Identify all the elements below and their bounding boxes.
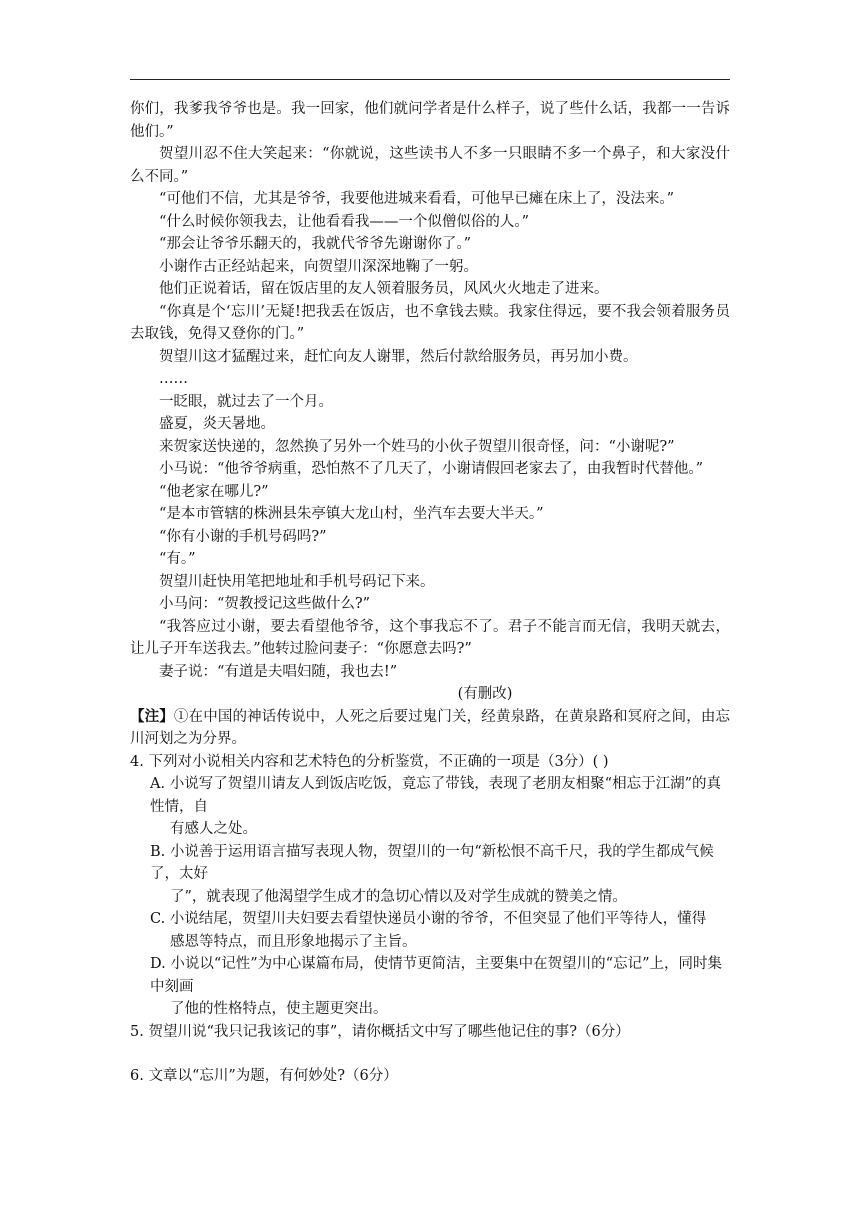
story-paragraph: 来贺家送快递的，忽然换了另外一个姓马的小伙子贺望川很奇怪，问：“小谢呢?” bbox=[159, 438, 675, 455]
q4-option-b: B. 小说善于运用语言描写表现人物，贺望川的一句“新松恨不高千尺，我的学生都成气候了，太好 bbox=[150, 843, 714, 882]
story-paragraph: 贺望川忍不住大笑起来：“你就说，这些读书人不多一只眼睛不多一个鼻子，和大家没什么不同。” bbox=[130, 146, 730, 185]
story-paragraph: 小马说：“他爷爷病重，恐怕熬不了几天了，小谢请假回老家去了，由我暂时代替他。” bbox=[159, 461, 704, 477]
story-paragraph: “是本市管辖的株洲县朱亭镇大龙山村，坐汽车去要大半天。” bbox=[159, 506, 544, 522]
exam-page bbox=[130, 98, 730, 1088]
story-paragraph: “那会让爷爷乐翻天的，我就代爷爷先谢谢你了。” bbox=[159, 236, 472, 252]
story-paragraph: 贺望川这才猛醒过来，赶忙向友人谢罪，然后付款给服务员，再另加小费。 bbox=[159, 348, 638, 365]
story-paragraph: 妻子说：“有道是夫唱妇随，我也去!” bbox=[159, 663, 398, 680]
story-paragraph: “什么时候你领我去，让他看看我——一个似僧似俗的人。” bbox=[159, 213, 530, 230]
question-6: 6. 文章以“忘川”为题，有何妙处?（6分） bbox=[130, 1068, 398, 1084]
story-paragraph: 他们正说着话，留在饭店里的友人领着服务员，风风火火地走了进来。 bbox=[159, 281, 609, 297]
q4-option-a: A. 小说写了贺望川请友人到饭店吃饭，竟忘了带钱，表现了老朋友相聚“相忘于江湖”的真性情，自 bbox=[150, 776, 722, 815]
story-paragraph: 你们，我爹我爷爷也是。我一回家，他们就问学者是什么样子，说了些什么话，我都一一告诉他们。” bbox=[130, 101, 730, 140]
annotation-text: ①在中国的神话传说中，人死之后要过鬼门关，经黄泉路，在黄泉路和冥府之间，由忘川河划之为分界。 bbox=[130, 708, 731, 747]
story-paragraph: 小马问：“贺教授记这些做什么?” bbox=[159, 596, 371, 612]
story-paragraph: “我答应过小谢，要去看望他爷爷，这个事我忘不了。君子不能言而无信，我明天就去，让儿子开车送我去。”他转过脸问妻子：“你愿意去吗?” bbox=[130, 618, 730, 657]
header-rule bbox=[130, 79, 730, 80]
story-paragraph: “你有小谢的手机号码吗?” bbox=[159, 528, 327, 545]
story-paragraph: “他老家在哪儿?” bbox=[159, 483, 269, 500]
q4-option-b-cont: 了”，就表现了他渴望学生成才的急切心情以及对学生成就的赞美之情。 bbox=[170, 888, 627, 905]
story-paragraph: 盛夏，炎天暑地。 bbox=[159, 416, 275, 432]
annotation bbox=[130, 706, 730, 751]
q4-option-c: C. 小说结尾，贺望川夫妇要去看望快递员小谢的爷爷，不但突显了他们平等待人，懂得 bbox=[150, 911, 707, 927]
story-paragraph: 贺望川赶快用笔把地址和手机号码记下来。 bbox=[159, 573, 435, 590]
q4-option-d: D. 小说以“记性”为中心谋篇布局，使情节更简洁，主要集中在贺望川的“忘记”上，同时集中刻画 bbox=[150, 956, 722, 995]
story-paragraph: “可他们不信，尤其是爷爷，我要他进城来看看，可他早已瘫在床上了，没法来。” bbox=[159, 191, 675, 207]
story-paragraph: 小谢作古正经站起来，向贺望川深深地鞠了一躬。 bbox=[159, 258, 478, 275]
question-4-stem: 4. 下列对小说相关内容和艺术特色的分析鉴赏，不正确的一项是（3分）( ) bbox=[130, 753, 609, 770]
q4-option-c-cont: 感恩等特点，而且形象地揭示了主旨。 bbox=[170, 933, 417, 950]
source-note: (有删改) bbox=[457, 686, 513, 702]
answer-space-5 bbox=[130, 1043, 730, 1065]
story-paragraph: “你真是个‘忘川’无疑!把我丢在饭店，也不拿钱去赎。我家住得远，要不我会领着服务员去取钱，免得又登你的门。” bbox=[130, 303, 730, 342]
story-text bbox=[130, 98, 730, 683]
q4-option-a-cont: 有感人之处。 bbox=[170, 821, 257, 837]
story-paragraph: “有。” bbox=[159, 551, 196, 567]
story-paragraph: …… bbox=[159, 371, 188, 387]
question-5: 5. 贺望川说“我只记我该记的事”，请你概括文中写了哪些他记住的事?（6分） bbox=[130, 1023, 630, 1040]
annotation-tag: 【注】 bbox=[130, 707, 174, 725]
story-paragraph: 一眨眼，就过去了一个月。 bbox=[159, 393, 333, 410]
q4-option-d-cont: 了他的性格特点，使主题更突出。 bbox=[170, 1001, 388, 1017]
